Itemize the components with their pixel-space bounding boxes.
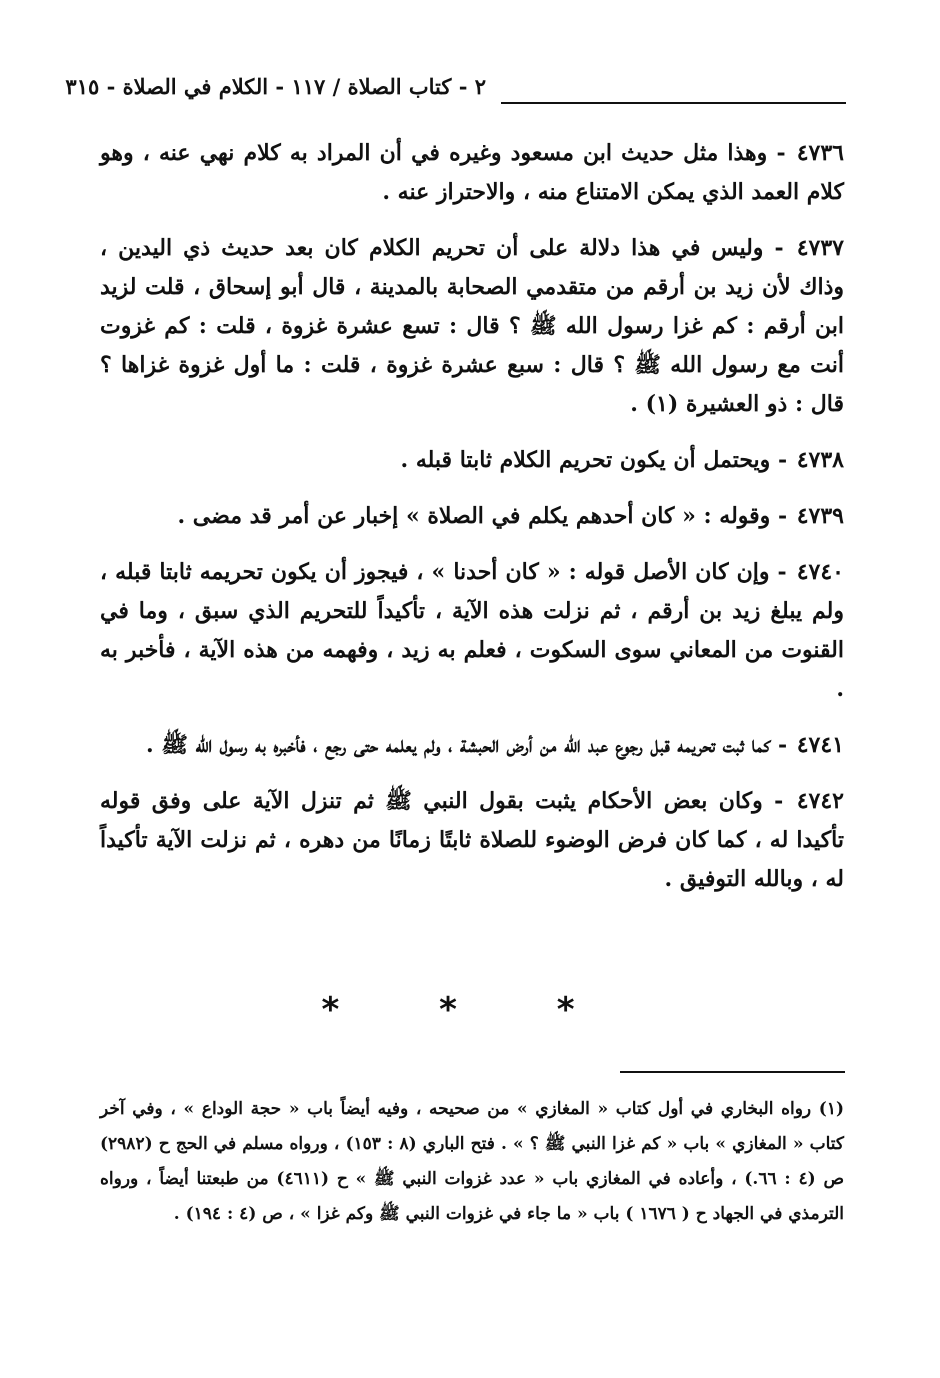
paragraph-4738 <box>100 441 844 480</box>
main-text <box>100 134 844 916</box>
paragraph-4740 <box>100 553 844 709</box>
paragraph-number: ٤٧٣٨ <box>796 447 844 473</box>
paragraph-text: - وهذا مثل حديث ابن مسعود وغيره في أن المراد به كلام نهي عنه ، وهو كلام العمد الذي يمكن الامتناع منه ، والاحتراز عنه . <box>100 140 844 205</box>
running-header <box>65 74 846 114</box>
paragraph-4736 <box>100 134 844 212</box>
footnote-rule <box>620 1071 845 1073</box>
section-separator: * * * <box>321 990 619 1030</box>
paragraph-number: ٤٧٤٠ <box>796 559 844 585</box>
paragraph-text: - وكان بعض الأحكام يثبت بقول النبي ﷺ ثم تنزل الآية على وفق قوله تأكيدا له ، كما كان فرض الوضوء للصلاة ثابتًا زمانًا من دهره ، ثم نزلت الآية تأكيداً له ، وبالله التوفيق . <box>100 788 844 892</box>
paragraph-4739 <box>100 497 844 536</box>
header-rule <box>501 102 846 104</box>
paragraph-4737 <box>100 229 844 424</box>
paragraph-number: ٤٧٣٦ <box>796 140 844 166</box>
paragraph-text: - كما ثبت تحريمه قبل رجوع عبد الله من أرض الحبشة ، ولم يعلمه حتى رجع ، فأخبره به رسول الله ﷺ . <box>146 732 795 758</box>
paragraph-number: ٤٧٣٧ <box>796 235 844 261</box>
paragraph-number: ٤٧٣٩ <box>796 503 844 529</box>
paragraph-text: - وقوله : « كان أحدهم يكلم في الصلاة » إخبار عن أمر قد مضى . <box>177 503 795 529</box>
paragraph-4742 <box>100 782 844 899</box>
paragraph-text: - ويحتمل أن يكون تحريم الكلام ثابتا قبله . <box>400 447 795 473</box>
footnote: (١) رواه البخاري في أول كتاب « المغازي » من صحيحه ، وفيه أيضاً باب « حجة الوداع » ، وفي آخر كتاب « المغازي » باب « كم غزا النبي ﷺ ؟ » . فتح الباري (٨ : ١٥٣) ، ورواه مسلم في الحج ح (٢٩٨٢) ص (٤ : ٦٦.) ، وأعاده في المغازي باب « عدد غزوات النبي ﷺ » ح (٤٦١١) من طبعتنا أيضاً ، ورواه الترمذي في الجهاد ح ( ١٦٧٦ ) باب « ما جاء في غزوات النبي ﷺ وكم غزا » ، ص (٤ : ١٩٤) . <box>100 1099 844 1224</box>
paragraph-number: ٤٧٤٢ <box>796 788 844 814</box>
paragraph-text: - وليس في هذا دلالة على أن تحريم الكلام كان بعد حديث ذي اليدين ، وذاك لأن زيد بن أرقم من متقدمي الصحابة بالمدينة ، قال أبو إسحاق ، قلت لزيد ابن أرقم : كم غزا رسول الله ﷺ ؟ قال : تسع عشرة غزوة ، قلت : كم غزوت أنت مع رسول الله ﷺ ؟ قال : سبع عشرة غزوة ، قلت : ما أول غزوة غزاها ؟ قال : ذو العشيرة (١) . <box>100 235 844 417</box>
header-title: ٢ - كتاب الصلاة / ١١٧ - الكلام في الصلاة - ٣١٥ <box>65 74 486 99</box>
paragraph-number: ٤٧٤١ <box>796 732 844 758</box>
paragraph-text: - وإن كان الأصل قوله : « كان أحدنا » ، فيجوز أن يكون تحريمه ثابتا قبله ، ولم يبلغ زيد بن أرقم ، ثم نزلت هذه الآية ، تأكيداً للتحريم الذي سبق ، وما في القنوت من المعاني سوى السكوت ، فعلم به زيد ، وفهمه من هذه الآية ، فأخبر به . <box>100 559 844 702</box>
paragraph-4741 <box>100 726 844 765</box>
